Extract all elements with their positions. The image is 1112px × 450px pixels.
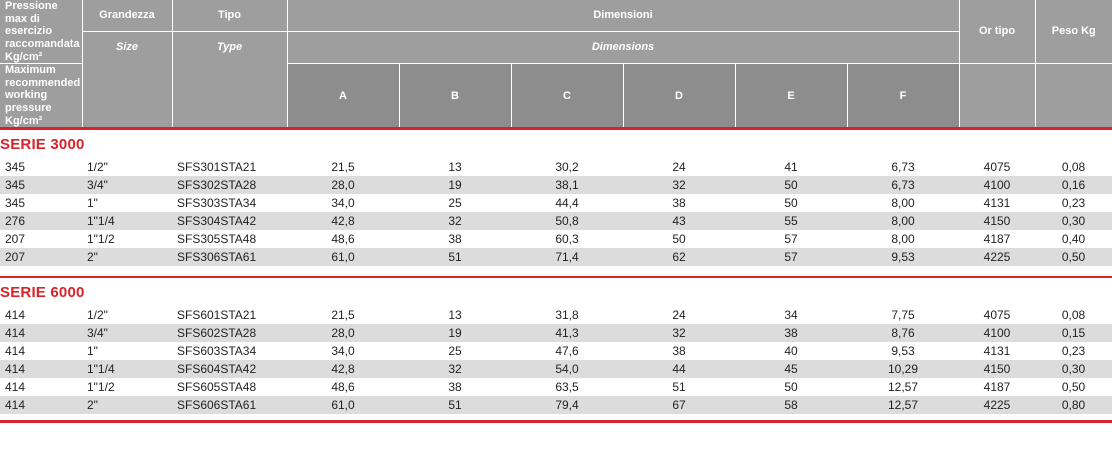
cell-pressure: 345	[0, 176, 82, 194]
cell-dim-e: 55	[735, 212, 847, 230]
cell-dim-a: 61,0	[287, 248, 399, 266]
cell-ortype: 4100	[959, 324, 1035, 342]
cell-size: 1"1/4	[82, 360, 172, 378]
cell-ortype: 4100	[959, 176, 1035, 194]
cell-dim-f: 8,00	[847, 230, 959, 248]
table-row	[0, 306, 1112, 324]
cell-dim-c: 60,3	[511, 230, 623, 248]
cell-size: 1"	[82, 194, 172, 212]
cell-size: 3/4"	[82, 176, 172, 194]
table-row	[0, 396, 1112, 414]
table-row	[0, 360, 1112, 378]
cell-dim-e: 41	[735, 158, 847, 176]
cell-dim-a: 34,0	[287, 194, 399, 212]
table-header-row-dims	[0, 64, 1112, 128]
cell-dim-c: 31,8	[511, 306, 623, 324]
cell-size: 2"	[82, 248, 172, 266]
cell-size: 2"	[82, 396, 172, 414]
table-row	[0, 176, 1112, 194]
cell-dim-f: 8,00	[847, 212, 959, 230]
cell-dim-d: 24	[623, 306, 735, 324]
cell-dim-d: 62	[623, 248, 735, 266]
header-dim-a: A	[287, 64, 399, 128]
header-weight-spacer	[1035, 64, 1112, 128]
cell-dim-f: 9,53	[847, 248, 959, 266]
cell-dim-b: 13	[399, 306, 511, 324]
cell-dim-e: 57	[735, 230, 847, 248]
cell-pressure: 345	[0, 158, 82, 176]
cell-dim-c: 44,4	[511, 194, 623, 212]
cell-dim-b: 38	[399, 230, 511, 248]
cell-dim-c: 38,1	[511, 176, 623, 194]
cell-weight: 0,30	[1035, 212, 1112, 230]
cell-weight: 0,08	[1035, 158, 1112, 176]
cell-dim-e: 58	[735, 396, 847, 414]
cell-dim-f: 9,53	[847, 342, 959, 360]
table-row	[0, 230, 1112, 248]
cell-ortype: 4131	[959, 342, 1035, 360]
cell-type: SFS301STA21	[172, 158, 287, 176]
header-dimensions-it: Dimensioni	[287, 0, 959, 31]
cell-pressure: 414	[0, 360, 82, 378]
table-row	[0, 324, 1112, 342]
cell-dim-f: 8,76	[847, 324, 959, 342]
cell-pressure: 414	[0, 324, 82, 342]
cell-size: 3/4"	[82, 324, 172, 342]
cell-dim-e: 57	[735, 248, 847, 266]
cell-dim-e: 38	[735, 324, 847, 342]
table-row	[0, 378, 1112, 396]
cell-weight: 0,80	[1035, 396, 1112, 414]
cell-dim-a: 28,0	[287, 324, 399, 342]
header-ortype-it: Or tipo	[959, 0, 1035, 64]
cell-pressure: 345	[0, 194, 82, 212]
cell-weight: 0,40	[1035, 230, 1112, 248]
header-dimensions-en: Dimensions	[287, 31, 959, 63]
table-row	[0, 158, 1112, 176]
cell-weight: 0,23	[1035, 194, 1112, 212]
cell-dim-e: 50	[735, 176, 847, 194]
cell-type: SFS603STA34	[172, 342, 287, 360]
cell-dim-c: 30,2	[511, 158, 623, 176]
header-type-spacer	[172, 64, 287, 128]
cell-dim-d: 51	[623, 378, 735, 396]
cell-dim-f: 12,57	[847, 378, 959, 396]
cell-dim-f: 12,57	[847, 396, 959, 414]
cell-size: 1"1/2	[82, 378, 172, 396]
cell-type: SFS303STA34	[172, 194, 287, 212]
cell-dim-b: 13	[399, 158, 511, 176]
header-type-it: Tipo	[172, 0, 287, 31]
header-dim-f: F	[847, 64, 959, 128]
header-dim-b: B	[399, 64, 511, 128]
cell-pressure: 207	[0, 248, 82, 266]
cell-dim-c: 79,4	[511, 396, 623, 414]
cell-dim-e: 50	[735, 378, 847, 396]
cell-pressure: 414	[0, 396, 82, 414]
cell-weight: 0,15	[1035, 324, 1112, 342]
cell-dim-a: 48,6	[287, 230, 399, 248]
header-size-spacer	[82, 64, 172, 128]
cell-dim-a: 21,5	[287, 158, 399, 176]
header-weight-it: Peso Kg	[1035, 0, 1112, 64]
cell-dim-c: 41,3	[511, 324, 623, 342]
cell-size: 1/2"	[82, 158, 172, 176]
cell-dim-c: 47,6	[511, 342, 623, 360]
cell-pressure: 414	[0, 306, 82, 324]
cell-ortype: 4150	[959, 212, 1035, 230]
header-pressure-en: Maximum recommended working pressure Kg/cm²	[0, 64, 82, 128]
series-title-3000: SERIE 3000	[0, 130, 1112, 158]
cell-dim-d: 24	[623, 158, 735, 176]
cell-dim-e: 40	[735, 342, 847, 360]
cell-ortype: 4187	[959, 378, 1035, 396]
header-type-en: Type	[172, 31, 287, 63]
cell-ortype: 4187	[959, 230, 1035, 248]
cell-ortype: 4225	[959, 248, 1035, 266]
cell-weight: 0,08	[1035, 306, 1112, 324]
header-ortype-spacer	[959, 64, 1035, 128]
cell-dim-e: 34	[735, 306, 847, 324]
cell-pressure: 414	[0, 378, 82, 396]
cell-weight: 0,50	[1035, 378, 1112, 396]
cell-dim-d: 32	[623, 176, 735, 194]
divider-bottom	[0, 420, 1112, 423]
cell-type: SFS604STA42	[172, 360, 287, 378]
header-dim-c: C	[511, 64, 623, 128]
cell-dim-f: 10,29	[847, 360, 959, 378]
cell-dim-c: 71,4	[511, 248, 623, 266]
cell-ortype: 4075	[959, 158, 1035, 176]
cell-dim-f: 6,73	[847, 158, 959, 176]
cell-pressure: 276	[0, 212, 82, 230]
cell-dim-b: 51	[399, 248, 511, 266]
series-title-row-6000	[0, 278, 1112, 306]
cell-dim-d: 43	[623, 212, 735, 230]
cell-dim-a: 28,0	[287, 176, 399, 194]
header-dim-d: D	[623, 64, 735, 128]
cell-type: SFS601STA21	[172, 306, 287, 324]
table-header-row-it	[0, 0, 1112, 31]
cell-ortype: 4225	[959, 396, 1035, 414]
table-row	[0, 248, 1112, 266]
table-header-row-en	[0, 31, 1112, 63]
cell-type: SFS305STA48	[172, 230, 287, 248]
cell-dim-a: 21,5	[287, 306, 399, 324]
cell-ortype: 4131	[959, 194, 1035, 212]
cell-dim-d: 38	[623, 194, 735, 212]
cell-size: 1"1/4	[82, 212, 172, 230]
cell-weight: 0,23	[1035, 342, 1112, 360]
cell-dim-f: 8,00	[847, 194, 959, 212]
cell-dim-d: 50	[623, 230, 735, 248]
cell-type: SFS606STA61	[172, 396, 287, 414]
cell-dim-b: 32	[399, 360, 511, 378]
cell-dim-a: 61,0	[287, 396, 399, 414]
cell-dim-a: 42,8	[287, 360, 399, 378]
cell-dim-e: 50	[735, 194, 847, 212]
cell-dim-c: 63,5	[511, 378, 623, 396]
cell-type: SFS605STA48	[172, 378, 287, 396]
cell-type: SFS306STA61	[172, 248, 287, 266]
cell-dim-b: 19	[399, 324, 511, 342]
cell-dim-f: 7,75	[847, 306, 959, 324]
cell-size: 1/2"	[82, 306, 172, 324]
table-row	[0, 212, 1112, 230]
cell-size: 1"1/2	[82, 230, 172, 248]
cell-weight: 0,30	[1035, 360, 1112, 378]
cell-dim-b: 19	[399, 176, 511, 194]
cell-weight: 0,50	[1035, 248, 1112, 266]
series-title-row-3000	[0, 130, 1112, 158]
cell-dim-b: 25	[399, 342, 511, 360]
cell-weight: 0,16	[1035, 176, 1112, 194]
cell-dim-b: 51	[399, 396, 511, 414]
table-row	[0, 194, 1112, 212]
cell-type: SFS304STA42	[172, 212, 287, 230]
cell-dim-b: 32	[399, 212, 511, 230]
cell-dim-b: 38	[399, 378, 511, 396]
cell-type: SFS302STA28	[172, 176, 287, 194]
cell-dim-a: 42,8	[287, 212, 399, 230]
header-size-en: Size	[82, 31, 172, 63]
cell-dim-c: 54,0	[511, 360, 623, 378]
header-dim-e: E	[735, 64, 847, 128]
cell-dim-a: 34,0	[287, 342, 399, 360]
cell-dim-a: 48,6	[287, 378, 399, 396]
header-pressure-it: Pressione max di esercizio raccomandata Kg/cm²	[0, 0, 82, 64]
cell-size: 1"	[82, 342, 172, 360]
cell-type: SFS602STA28	[172, 324, 287, 342]
cell-dim-d: 44	[623, 360, 735, 378]
cell-dim-e: 45	[735, 360, 847, 378]
cell-pressure: 207	[0, 230, 82, 248]
cell-dim-d: 38	[623, 342, 735, 360]
cell-pressure: 414	[0, 342, 82, 360]
cell-ortype: 4075	[959, 306, 1035, 324]
cell-dim-d: 67	[623, 396, 735, 414]
table-row	[0, 342, 1112, 360]
section-gap	[0, 266, 1112, 276]
cell-dim-c: 50,8	[511, 212, 623, 230]
cell-dim-d: 32	[623, 324, 735, 342]
cell-dim-f: 6,73	[847, 176, 959, 194]
cell-dim-b: 25	[399, 194, 511, 212]
series-title-6000: SERIE 6000	[0, 278, 1112, 306]
header-size-it: Grandezza	[82, 0, 172, 31]
cell-ortype: 4150	[959, 360, 1035, 378]
